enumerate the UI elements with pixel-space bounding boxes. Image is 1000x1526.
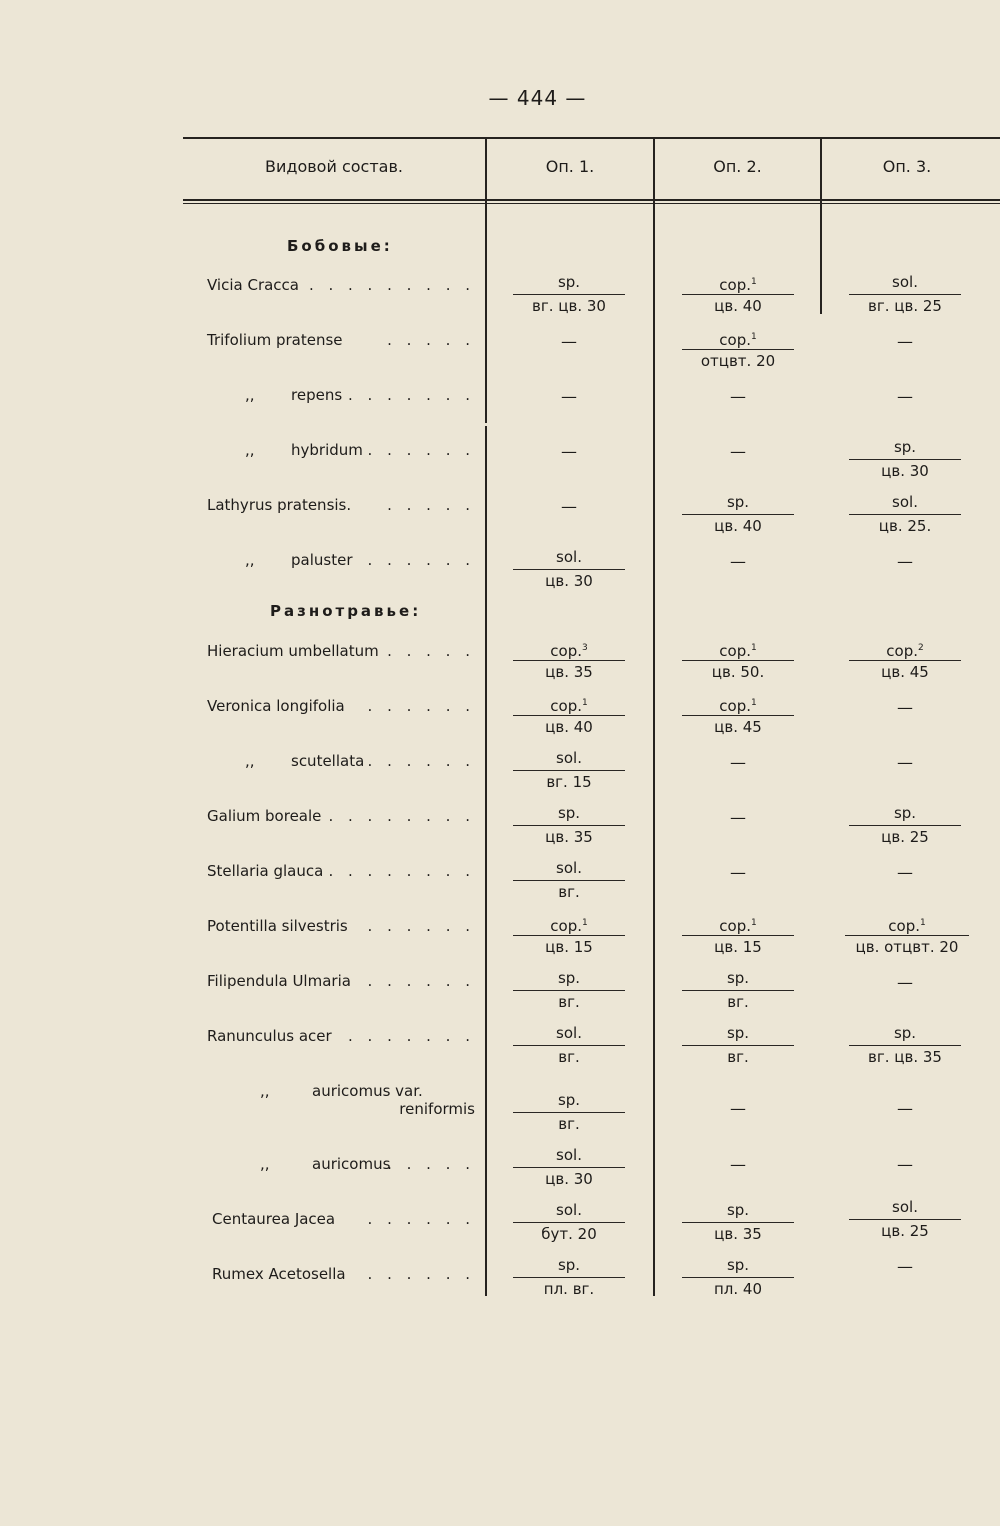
species-name: Hieracium umbellatum [207,642,379,660]
op3-cell: sol. цв. 25. [849,493,961,536]
op1-cell: sol. вг. [513,1024,625,1067]
op3-dash: — [897,973,913,992]
species-name: Lathyrus pratensis. [207,496,352,514]
leader-dots: . . . . . . [367,697,475,715]
column-divider-1b [485,426,487,1296]
leader-dots: . . . . . . . [348,386,475,404]
species-name: Filipendula Ulmaria [207,972,351,990]
species-name: ,, repens [245,386,343,404]
leader-dots: . . . . . . [367,1210,475,1228]
op2-dash: — [730,808,746,827]
leader-dots: . . . . . [387,496,475,514]
op1-dash: — [561,332,577,351]
op3-cell: sp. цв. 30 [849,438,961,481]
op3-cell: sol. вг. цв. 25 [849,273,961,316]
species-name: Rumex Acetosella [212,1265,346,1283]
op2-dash: — [730,863,746,882]
op2-dash: — [730,753,746,772]
op1-cell: sp. пл. вг. [513,1256,625,1299]
op2-cell: sp. цв. 40 [682,493,794,536]
table-top-rule [183,137,1000,139]
op3-cell: sp. цв. 25 [849,804,961,847]
op3-dash: — [897,698,913,717]
species-name: ,, hybridum [245,441,363,459]
op2-cell: cop.$^1$ цв. 45 [682,694,794,737]
op1-cell: sp. вг. цв. 30 [513,273,625,316]
op2-cell: cop.$^1$ отцвт. 20 [682,328,794,371]
op2-cell: sp. цв. 35 [682,1201,794,1244]
op2-dash: — [730,1099,746,1118]
op3-dash: — [897,1257,913,1276]
leader-dots: . . . . . . [367,1265,475,1283]
op3-cell: sp. вг. цв. 35 [849,1024,961,1067]
op1-cell: cop.$^1$ цв. 15 [513,914,625,957]
species-name: Vicia Cracca [207,276,299,294]
species-name: ,, scutellata [245,752,365,770]
op2-cell: sp. вг. [682,1024,794,1067]
table-header-rule [183,199,1000,201]
op1-dash: — [561,387,577,406]
header-op2: Оп. 2. [713,157,762,176]
section-legumes: Бобовые: [287,237,393,255]
op3-dash: — [897,863,913,882]
op1-cell: sol. вг. 15 [513,749,625,792]
op1-cell: sol. вг. [513,859,625,902]
leader-dots: . . . . . [387,331,475,349]
op3-cell: cop.$^2$ цв. 45 [849,639,961,682]
op1-dash: — [561,442,577,461]
header-species: Видовой состав. [265,157,403,176]
column-divider-2 [653,139,655,1296]
op3-dash: — [897,552,913,571]
leader-dots: . . . . . . [367,752,475,770]
species-name: Ranunculus acer [207,1027,332,1045]
op1-cell: sp. вг. [513,969,625,1012]
leader-dots: . . . . . . [367,917,475,935]
op3-dash: — [897,332,913,351]
op2-dash: — [730,442,746,461]
op1-cell: sol. цв. 30 [513,1146,625,1189]
leader-dots: . . . . . [387,642,475,660]
species-name: Centaurea Jacea [212,1210,336,1228]
op2-cell: sp. вг. [682,969,794,1012]
leader-dots: . . . . . . [367,441,475,459]
page-number: — 444 — [488,86,587,110]
op1-cell: sol. цв. 30 [513,548,625,591]
species-name: Galium boreale [207,807,322,825]
leader-dots: . . . . . . . . [328,862,475,880]
op3-cell: cop.$^1$ цв. отцвт. 20 [845,914,969,957]
op3-dash: — [897,753,913,772]
species-name: Potentilla silvestris [207,917,348,935]
species-name: Veronica longifolia [207,697,345,715]
leader-dots: . . . . . . . . [328,807,475,825]
header-op3: Оп. 3. [882,157,932,176]
table-header-rule-2 [183,203,1000,204]
op3-dash: — [897,1155,913,1174]
leader-dots: . . . . . [387,1155,475,1173]
leader-dots: . . . . . . [367,972,475,990]
op1-cell: sp. цв. 35 [513,804,625,847]
op2-dash: — [730,387,746,406]
op2-cell: cop.$^1$ цв. 50. [682,639,794,682]
op2-cell: sp. пл. 40 [682,1256,794,1299]
op2-dash: — [730,1155,746,1174]
leader-dots: . . . . . . . [348,1027,475,1045]
op1-cell: cop.$^1$ цв. 40 [513,694,625,737]
op3-cell: sol. цв. 25 [849,1198,961,1241]
op2-cell: cop.$^1$ цв. 15 [682,914,794,957]
op2-dash: — [730,552,746,571]
op1-dash: — [561,497,577,516]
column-divider-1 [485,139,487,423]
species-name: Trifolium pratense [207,331,343,349]
species-name: ,, auricomus [260,1155,391,1173]
op1-cell: sp. вг. [513,1091,625,1134]
leader-dots: . . . . . . . . . [308,276,475,294]
species-name: ,, paluster [245,551,353,569]
header-op1: Оп. 1. [545,157,595,176]
op1-cell: sol. бут. 20 [513,1201,625,1244]
op3-dash: — [897,387,913,406]
op1-cell: cop.$^3$ цв. 35 [513,639,625,682]
species-name: ,, auricomus var. reniformis [260,1082,475,1118]
leader-dots: . . . . . . [367,551,475,569]
op2-cell: cop.$^1$ цв. 40 [682,273,794,316]
section-forbs: Разнотравье: [270,602,422,620]
op3-dash: — [897,1099,913,1118]
species-name: Stellaria glauca [207,862,324,880]
